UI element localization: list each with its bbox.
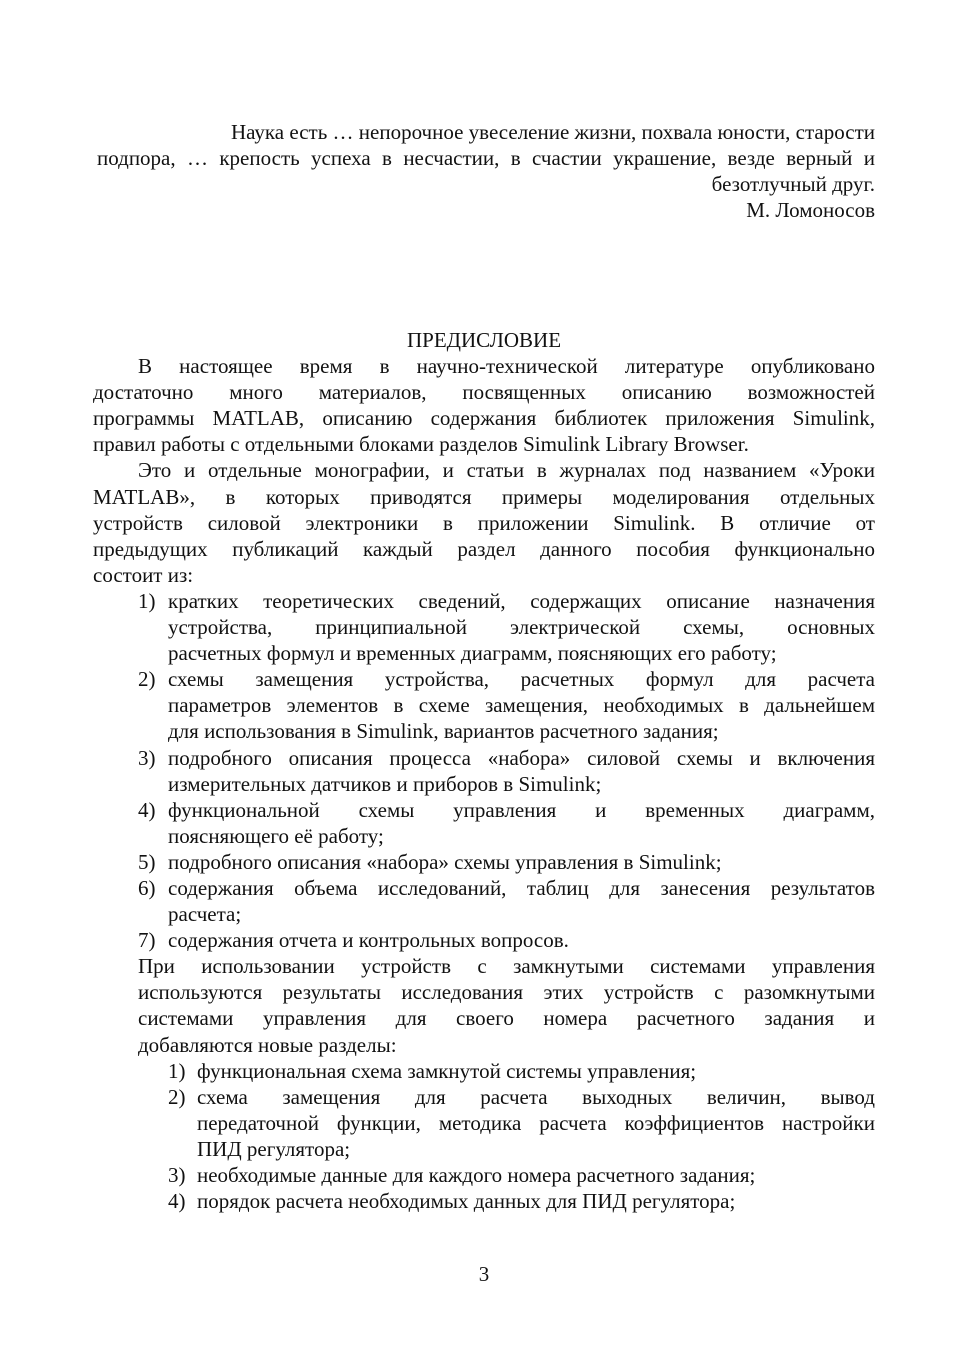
list-item-line: параметров элементов в схеме замещения, необходимых в дальнейшем: [168, 693, 875, 718]
epigraph-author: М. Ломоносов: [746, 198, 875, 222]
numbered-list: [93, 1058, 875, 1215]
paragraph-line: состоит из:: [93, 562, 194, 587]
paragraph-line: достаточно много материалов, посвященных описанию возможностей: [93, 380, 875, 405]
epigraph: [97, 119, 875, 223]
paragraph-line: добавляются новые разделы:: [138, 1032, 397, 1057]
paragraph-line: правил работы с отдельными блоками разделов Simulink Library Browser.: [93, 432, 749, 457]
paragraph-line: Это и отдельные монографии, и статьи в журналах под названием «Уроки: [138, 458, 875, 483]
epigraph-line: подпора, … крепость успеха в несчастии, в счастии украшение, везде верный и: [97, 146, 875, 170]
list-item-line: схемы замещения устройства, расчетных формул для расчета: [168, 667, 875, 692]
list-item: [93, 927, 875, 953]
list-item: [93, 849, 875, 875]
list-number: 7): [138, 928, 156, 953]
list-item-line: поясняющего её работу;: [168, 823, 384, 848]
page-number: 3: [478, 1262, 490, 1286]
list-item: [93, 666, 875, 744]
paragraph: [93, 953, 875, 1057]
list-item-line: необходимые данные для каждого номера расчетного задания;: [197, 1163, 756, 1187]
list-item-line: функциональная схема замкнутой системы управления;: [197, 1058, 697, 1083]
list-item-line: функциональной схемы управления и временных диаграмм,: [168, 797, 875, 822]
list-item-line: подробного описания «набора» схемы управления в Simulink;: [168, 849, 722, 874]
list-number: 2): [138, 667, 156, 692]
list-number: 4): [168, 1189, 186, 1214]
list-item-line: передаточной функции, методика расчета коэффициентов настройки: [197, 1110, 875, 1135]
list-item-line: расчета;: [168, 902, 242, 927]
list-number: 1): [138, 588, 156, 613]
epigraph-line: Наука есть … непорочное увеселение жизни, похвала юности, старости: [230, 120, 875, 144]
list-number: 4): [138, 797, 156, 822]
list-number: 6): [138, 875, 156, 900]
paragraph-line: предыдущих публикаций каждый раздел данного пособия функционально: [93, 536, 875, 561]
paragraph-line: устройств силовой электроники в приложении Simulink. В отличие от: [93, 510, 875, 535]
list-item: [93, 1188, 875, 1214]
list-item-line: схема замещения для расчета выходных величин, вывод: [197, 1084, 875, 1109]
list-item-line: расчетных формул и временных диаграмм, поясняющих его работу;: [168, 641, 777, 666]
list-item: [93, 588, 875, 666]
paragraph: [93, 353, 875, 457]
list-number: 1): [168, 1058, 186, 1083]
list-item-line: кратких теоретических сведений, содержащих описание назначения: [168, 588, 875, 613]
paragraph-line: При использовании устройств с замкнутыми системами управления: [138, 954, 875, 979]
paragraph-line: В настоящее время в научно-технической литературе опубликовано: [138, 354, 875, 379]
list-item-line: для использования в Simulink, вариантов расчетного задания;: [168, 719, 719, 744]
epigraph-line: безотлучный друг.: [711, 172, 875, 196]
list-item: [93, 1162, 875, 1188]
paragraph-line: MATLAB», в которых приводятся примеры моделирования отдельных: [93, 484, 875, 509]
list-number: 5): [138, 849, 156, 874]
list-item: [93, 1084, 875, 1162]
paragraph-line: системами управления для своего номера расчетного задания и: [138, 1006, 875, 1031]
paragraph-line: программы MATLAB, описанию содержания библиотек приложения Simulink,: [93, 406, 875, 431]
list-item: [93, 1058, 875, 1084]
list-item: [93, 745, 875, 797]
list-item-line: измерительных датчиков и приборов в Simulink;: [168, 771, 602, 796]
list-item-line: устройства, принципиальной электрической схемы, основных: [168, 615, 875, 640]
numbered-list: [93, 588, 875, 953]
list-item: [93, 875, 875, 927]
list-number: 2): [168, 1084, 186, 1109]
section-heading: ПРЕДИСЛОВИЕ: [406, 328, 562, 352]
list-item-line: содержания объема исследований, таблиц для занесения результатов: [168, 875, 875, 900]
list-number: 3): [138, 745, 156, 770]
paragraph-line: используются результаты исследования этих устройств с разомкнутыми: [138, 980, 875, 1005]
list-number: 3): [168, 1163, 186, 1187]
list-item-line: ПИД регулятора;: [197, 1136, 351, 1161]
paragraph: [93, 457, 875, 587]
list-item-line: содержания отчета и контрольных вопросов.: [168, 928, 569, 953]
list-item-line: порядок расчета необходимых данных для ПИД регулятора;: [197, 1189, 736, 1214]
document-body: [93, 327, 875, 1214]
list-item-line: подробного описания процесса «набора» силовой схемы и включения: [168, 745, 875, 770]
list-item: [93, 797, 875, 849]
